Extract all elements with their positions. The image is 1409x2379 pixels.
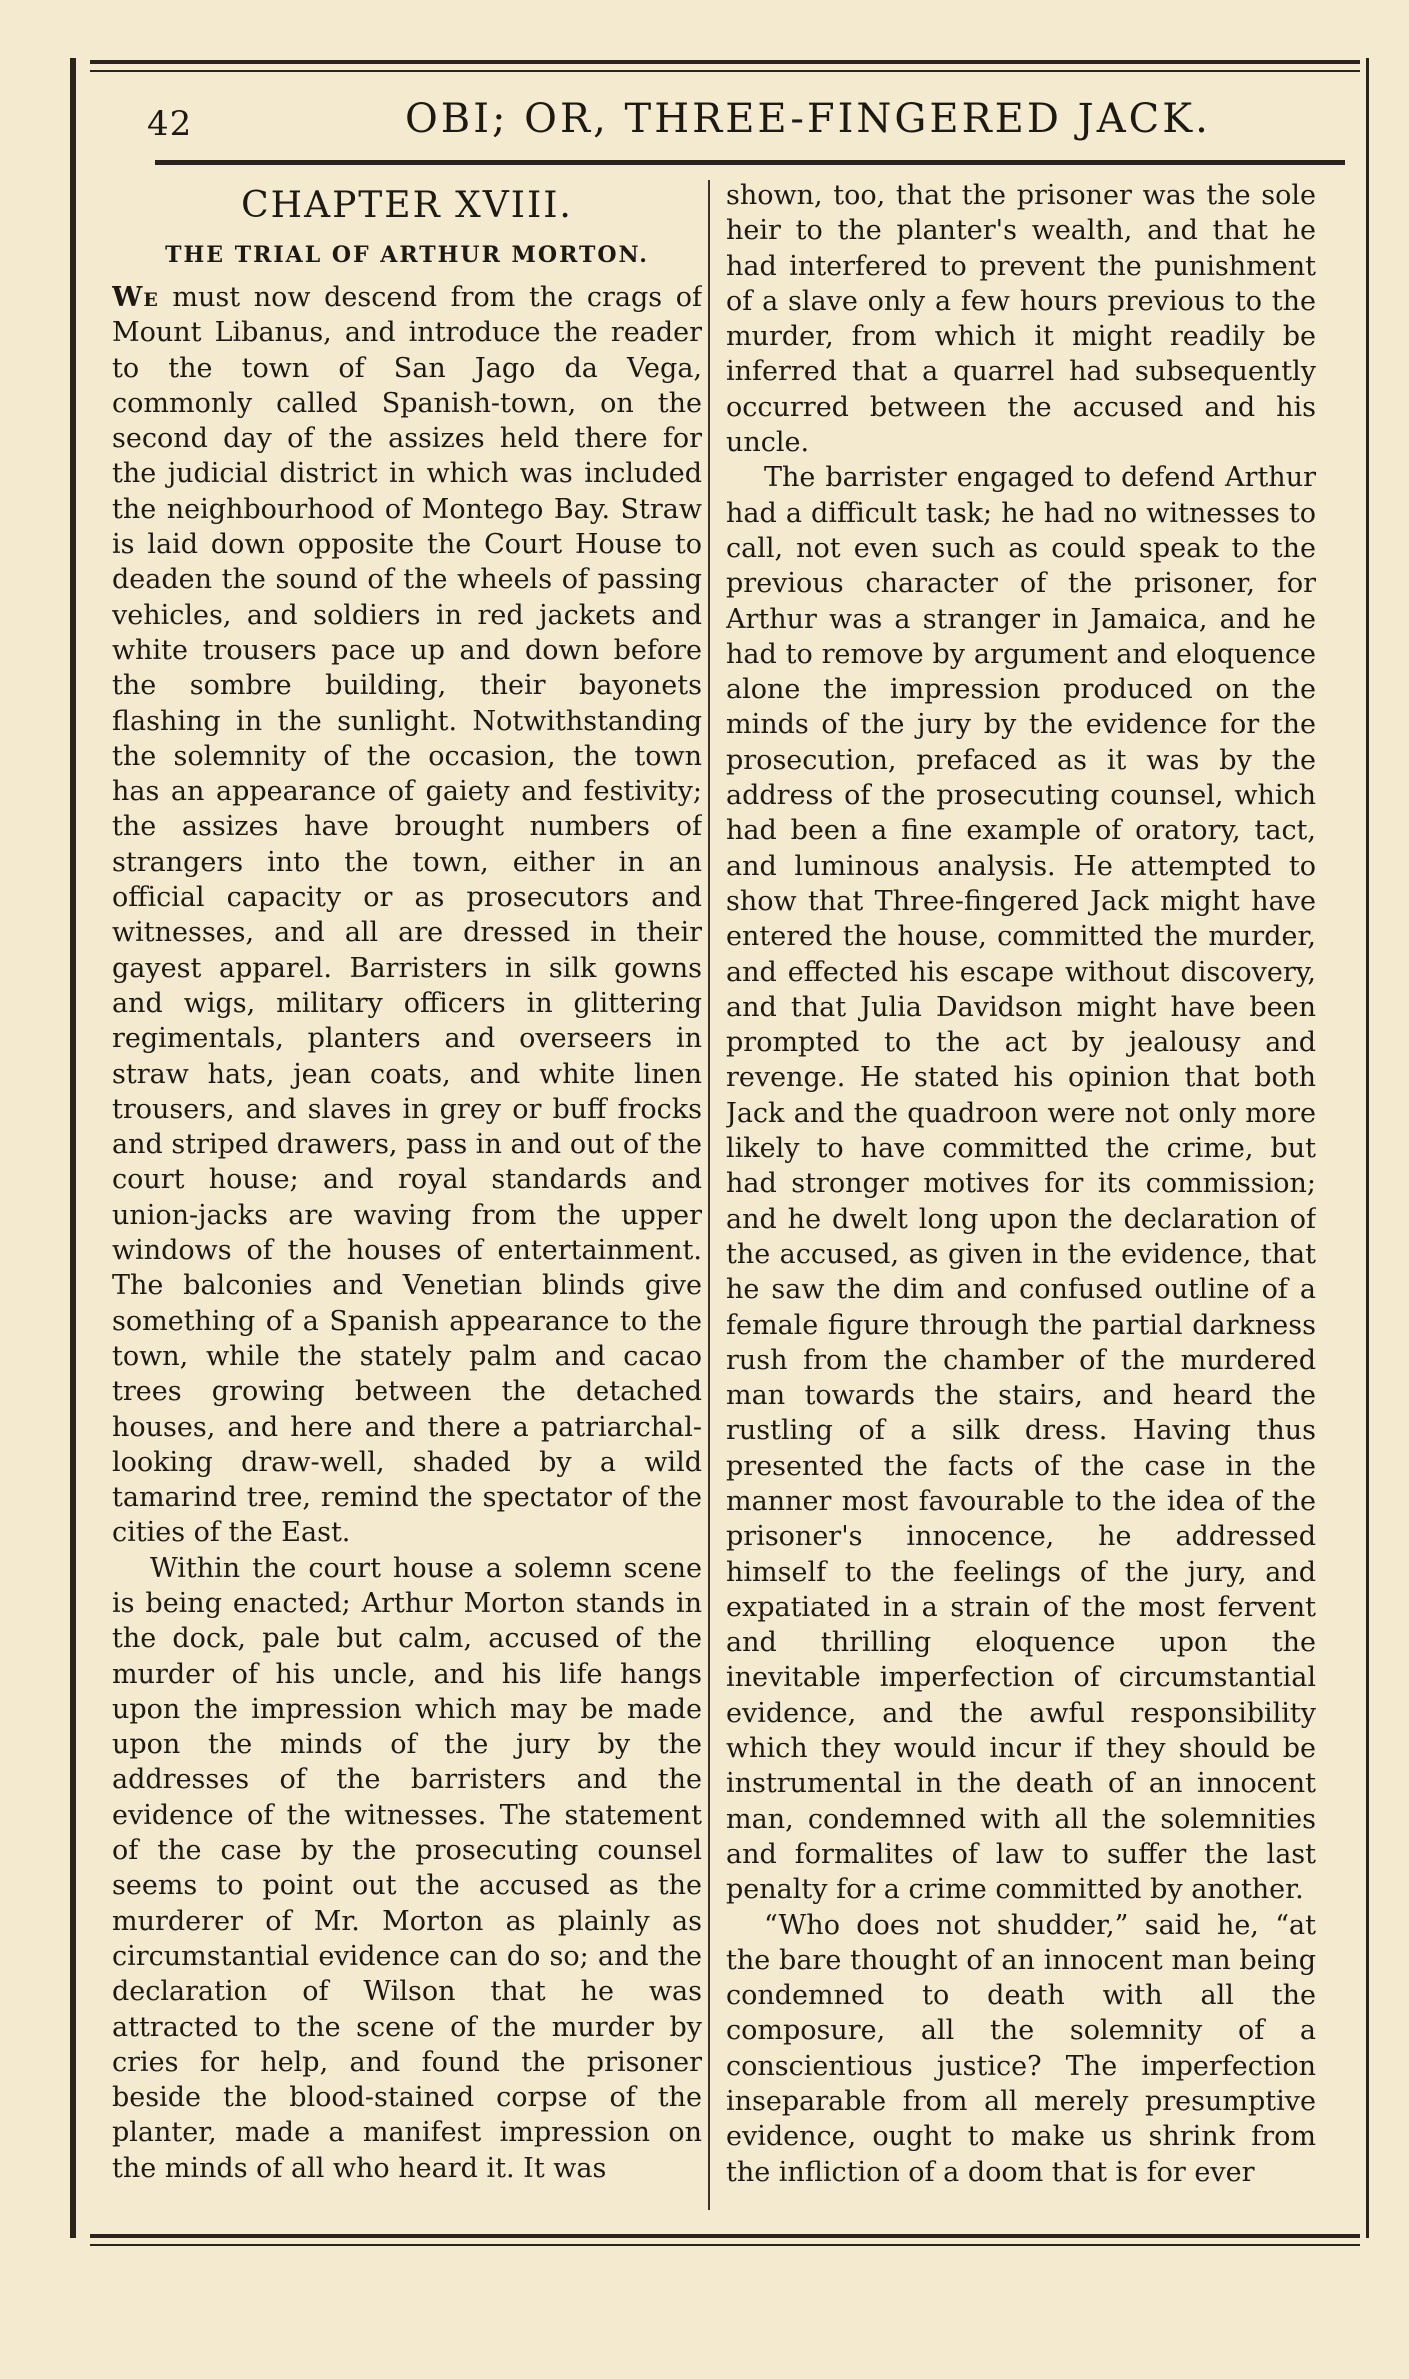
right-column [726, 178, 1316, 2208]
chapter-title: CHAPTER XVIII. [241, 185, 573, 226]
left-column [112, 178, 702, 2208]
bottom-border-rule-thin [90, 2244, 1360, 2246]
paragraph: “Who does not shudder,” said he, “at the bare thought of an innocent man being condemned to death with all the composure, all the solemnity of a conscientious justice? The imperfection inseparable from all merely presumptive evidence, ought to make us shrink from the infliction of a doom that is for ever [726, 1909, 1316, 2188]
running-title: OBI; OR, THREE-FINGERED JACK. [405, 96, 1211, 142]
page-header [95, 92, 1355, 152]
header-rule [155, 160, 1345, 165]
paragraph: Within the court house a solemn scene is being enacted; Arthur Morton stands in the dock, pale but calm, accused of the murder of his uncle, and his life hangs upon the impression which may be made upon the minds of the jury by the addresses of the barristers and the evidence of the witnesses. The statement of the case by the prosecuting counsel seems to point out the accused as the murderer of Mr. Morton as plainly as circumstantial evidence can do so; and the declaration of Wilson that he was attracted to the scene of the murder by cries for help, and found the prisoner beside the blood-stained corpse of the planter, made a manifest impression on the minds of all who heard it. It was [112, 1552, 702, 2184]
paragraph [112, 280, 702, 1551]
lead-word: We [112, 282, 159, 313]
page-number: 42 [147, 104, 193, 144]
chapter-subtitle: THE TRIAL OF ARTHUR MORTON. [165, 242, 649, 268]
paragraph: shown, too, that the prisoner was the sole heir to the planter's wealth, and that he had interfered to prevent the punishment of a slave only a few hours previous to the murder, from which it might readily be inferred that a quarrel had subsequently occurred between the accused and his uncle. [726, 180, 1316, 459]
column-divider [708, 180, 710, 2210]
paragraph: The barrister engaged to defend Arthur had a difficult task; he had no witnesses to call, not even such as could speak to the previous character of the prisoner, for Arthur was a stranger in Jamaica, and he had to remove by argument and eloquence alone the impression produced on the minds of the jury by the evidence for the prosecution, prefaced as it was by the address of the prosecuting counsel, which had been a fine example of oratory, tact, and luminous analysis. He attempted to show that Three-fingered Jack might have entered the house, committed the murder, and effected his escape without discovery, and that Julia Davidson might have been prompted to the act by jealousy and revenge. He stated his opinion that both Jack and the quadroon were not only more likely to have committed the crime, but had stronger motives for its commission; and he dwelt long upon the declaration of the accused, as given in the evidence, that he saw the dim and confused outline of a female figure through the partial darkness rush from the chamber of the murdered man towards the stairs, and heard the rustling of a silk dress. Having thus presented the facts of the case in the manner most favourable to the idea of the prisoner's innocence, he addressed himself to the feelings of the jury, and expatiated in a strain of the most fervent and thrilling eloquence upon the inevitable imperfection of circumstantial evidence, and the awful responsibility which they would incur if they should be instrumental in the death of an innocent man, condemned with all the solemnities and formalites of law to suffer the last penalty for a crime committed by another. [726, 462, 1316, 1906]
bottom-border-rule [90, 2234, 1360, 2238]
paragraph-text: must now descend from the crags of Mount Libanus, and introduce the reader to the town of San Jago da Vega, commonly called Spanish-town, on the second day of the assizes held there for the judicial district in which was included the neighbourhood of Montego Bay. Straw is laid down opposite the Court House to deaden the sound of the wheels of passing vehicles, and soldiers in red jackets and white trousers pace up and down before the sombre building, their bayonets flashing in the sunlight. Notwithstanding the solemnity of the occasion, the town has an appearance of gaiety and festivity; the assizes have brought numbers of strangers into the town, either in an official capacity or as prosecutors and witnesses, and all are dressed in their gayest apparel. Barristers in silk gowns and wigs, military officers in glittering regimentals, planters and overseers in straw hats, jean coats, and white linen trousers, and slaves in grey or buff frocks and striped drawers, pass in and out of the court house; and royal standards and union-jacks are waving from the upper windows of the houses of entertainment. The balconies and Venetian blinds give something of a Spanish appearance to the town, while the stately palm and cacao trees growing between the detached houses, and here and there a patriarchal-looking draw-well, shaded by a wild tamarind tree, remind the spectator of the cities of the East. [112, 282, 702, 1549]
